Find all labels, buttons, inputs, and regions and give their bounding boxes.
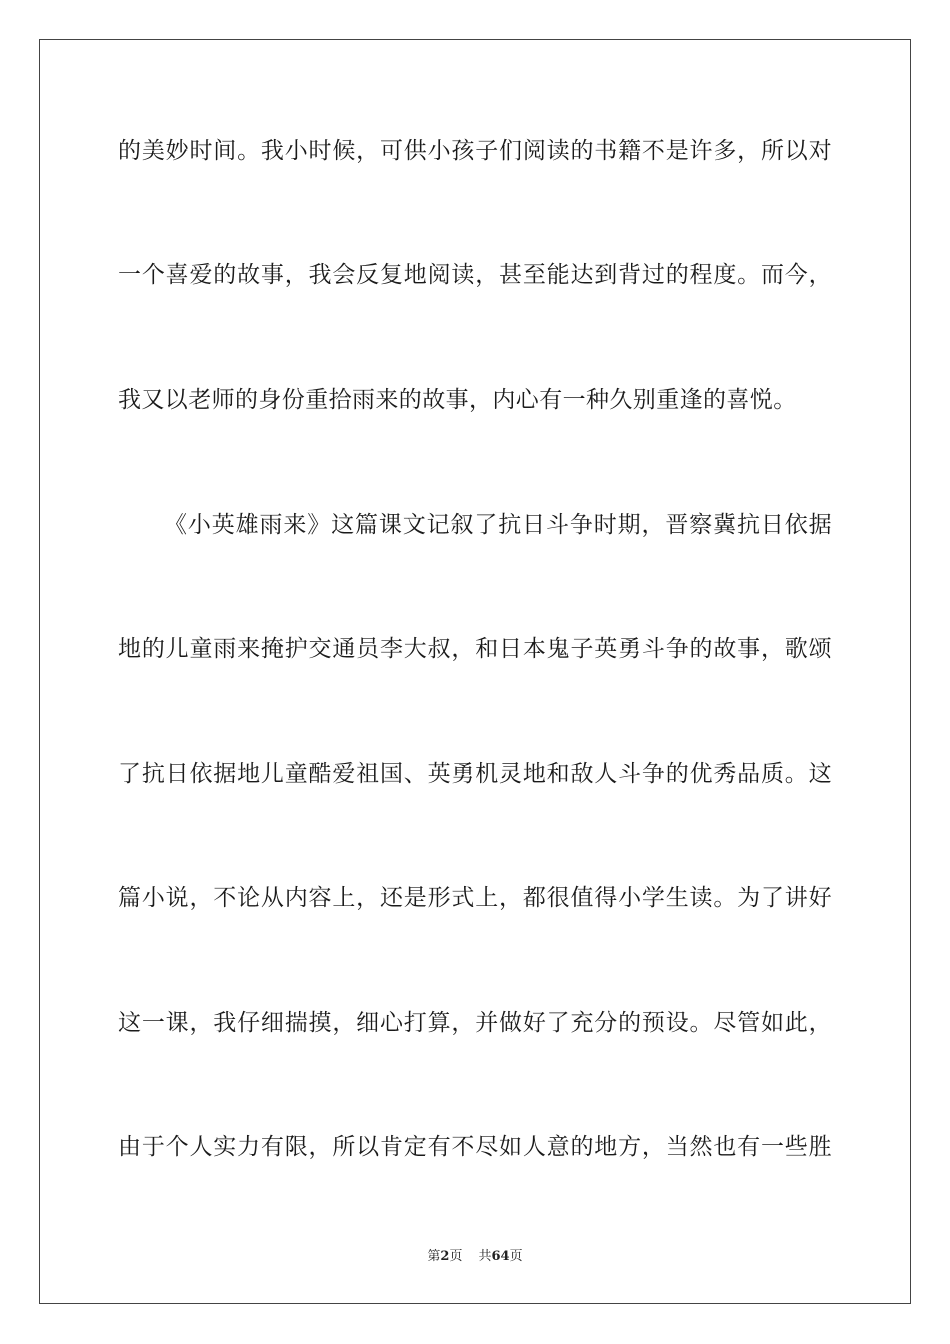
page-border: [39, 39, 911, 1304]
body-line-2: 一个喜爱的故事，我会反复地阅读，甚至能达到背过的程度。而今，: [118, 262, 832, 288]
paragraph-2-first-line: 《小英雄雨来》这篇课文记叙了抗日斗争时期，晋察冀抗日依据: [164, 512, 832, 538]
body-line-3: 我又以老师的身份重拾雨来的故事，内心有一种久别重逢的喜悦。: [118, 387, 797, 413]
body-line-9: 由于个人实力有限，所以肯定有不尽如人意的地方，当然也有一些胜: [118, 1134, 832, 1160]
body-line-8: 这一课，我仔细揣摸，细心打算，并做好了充分的预设。尽管如此，: [118, 1010, 832, 1036]
total-pages: 64: [491, 1249, 510, 1264]
body-line-7: 篇小说，不论从内容上，还是形式上，都很值得小学生读。为了讲好: [118, 885, 832, 911]
page-number: 2: [440, 1249, 450, 1264]
page-suffix: 页: [449, 1249, 463, 1264]
body-line-1: 的美妙时间。我小时候，可供小孩子们阅读的书籍不是许多，所以对: [118, 138, 832, 164]
page-footer: [0, 1248, 950, 1266]
total-suffix: 页: [509, 1249, 523, 1264]
total-prefix: 共: [478, 1249, 492, 1264]
body-line-5: 地的儿童雨来掩护交通员李大叔，和日本鬼子英勇斗争的故事，歌颂: [118, 636, 832, 662]
body-line-6: 了抗日依据地儿童酷爱祖国、英勇机灵地和敌人斗争的优秀品质。这: [118, 761, 832, 787]
page-prefix: 第: [427, 1249, 441, 1264]
